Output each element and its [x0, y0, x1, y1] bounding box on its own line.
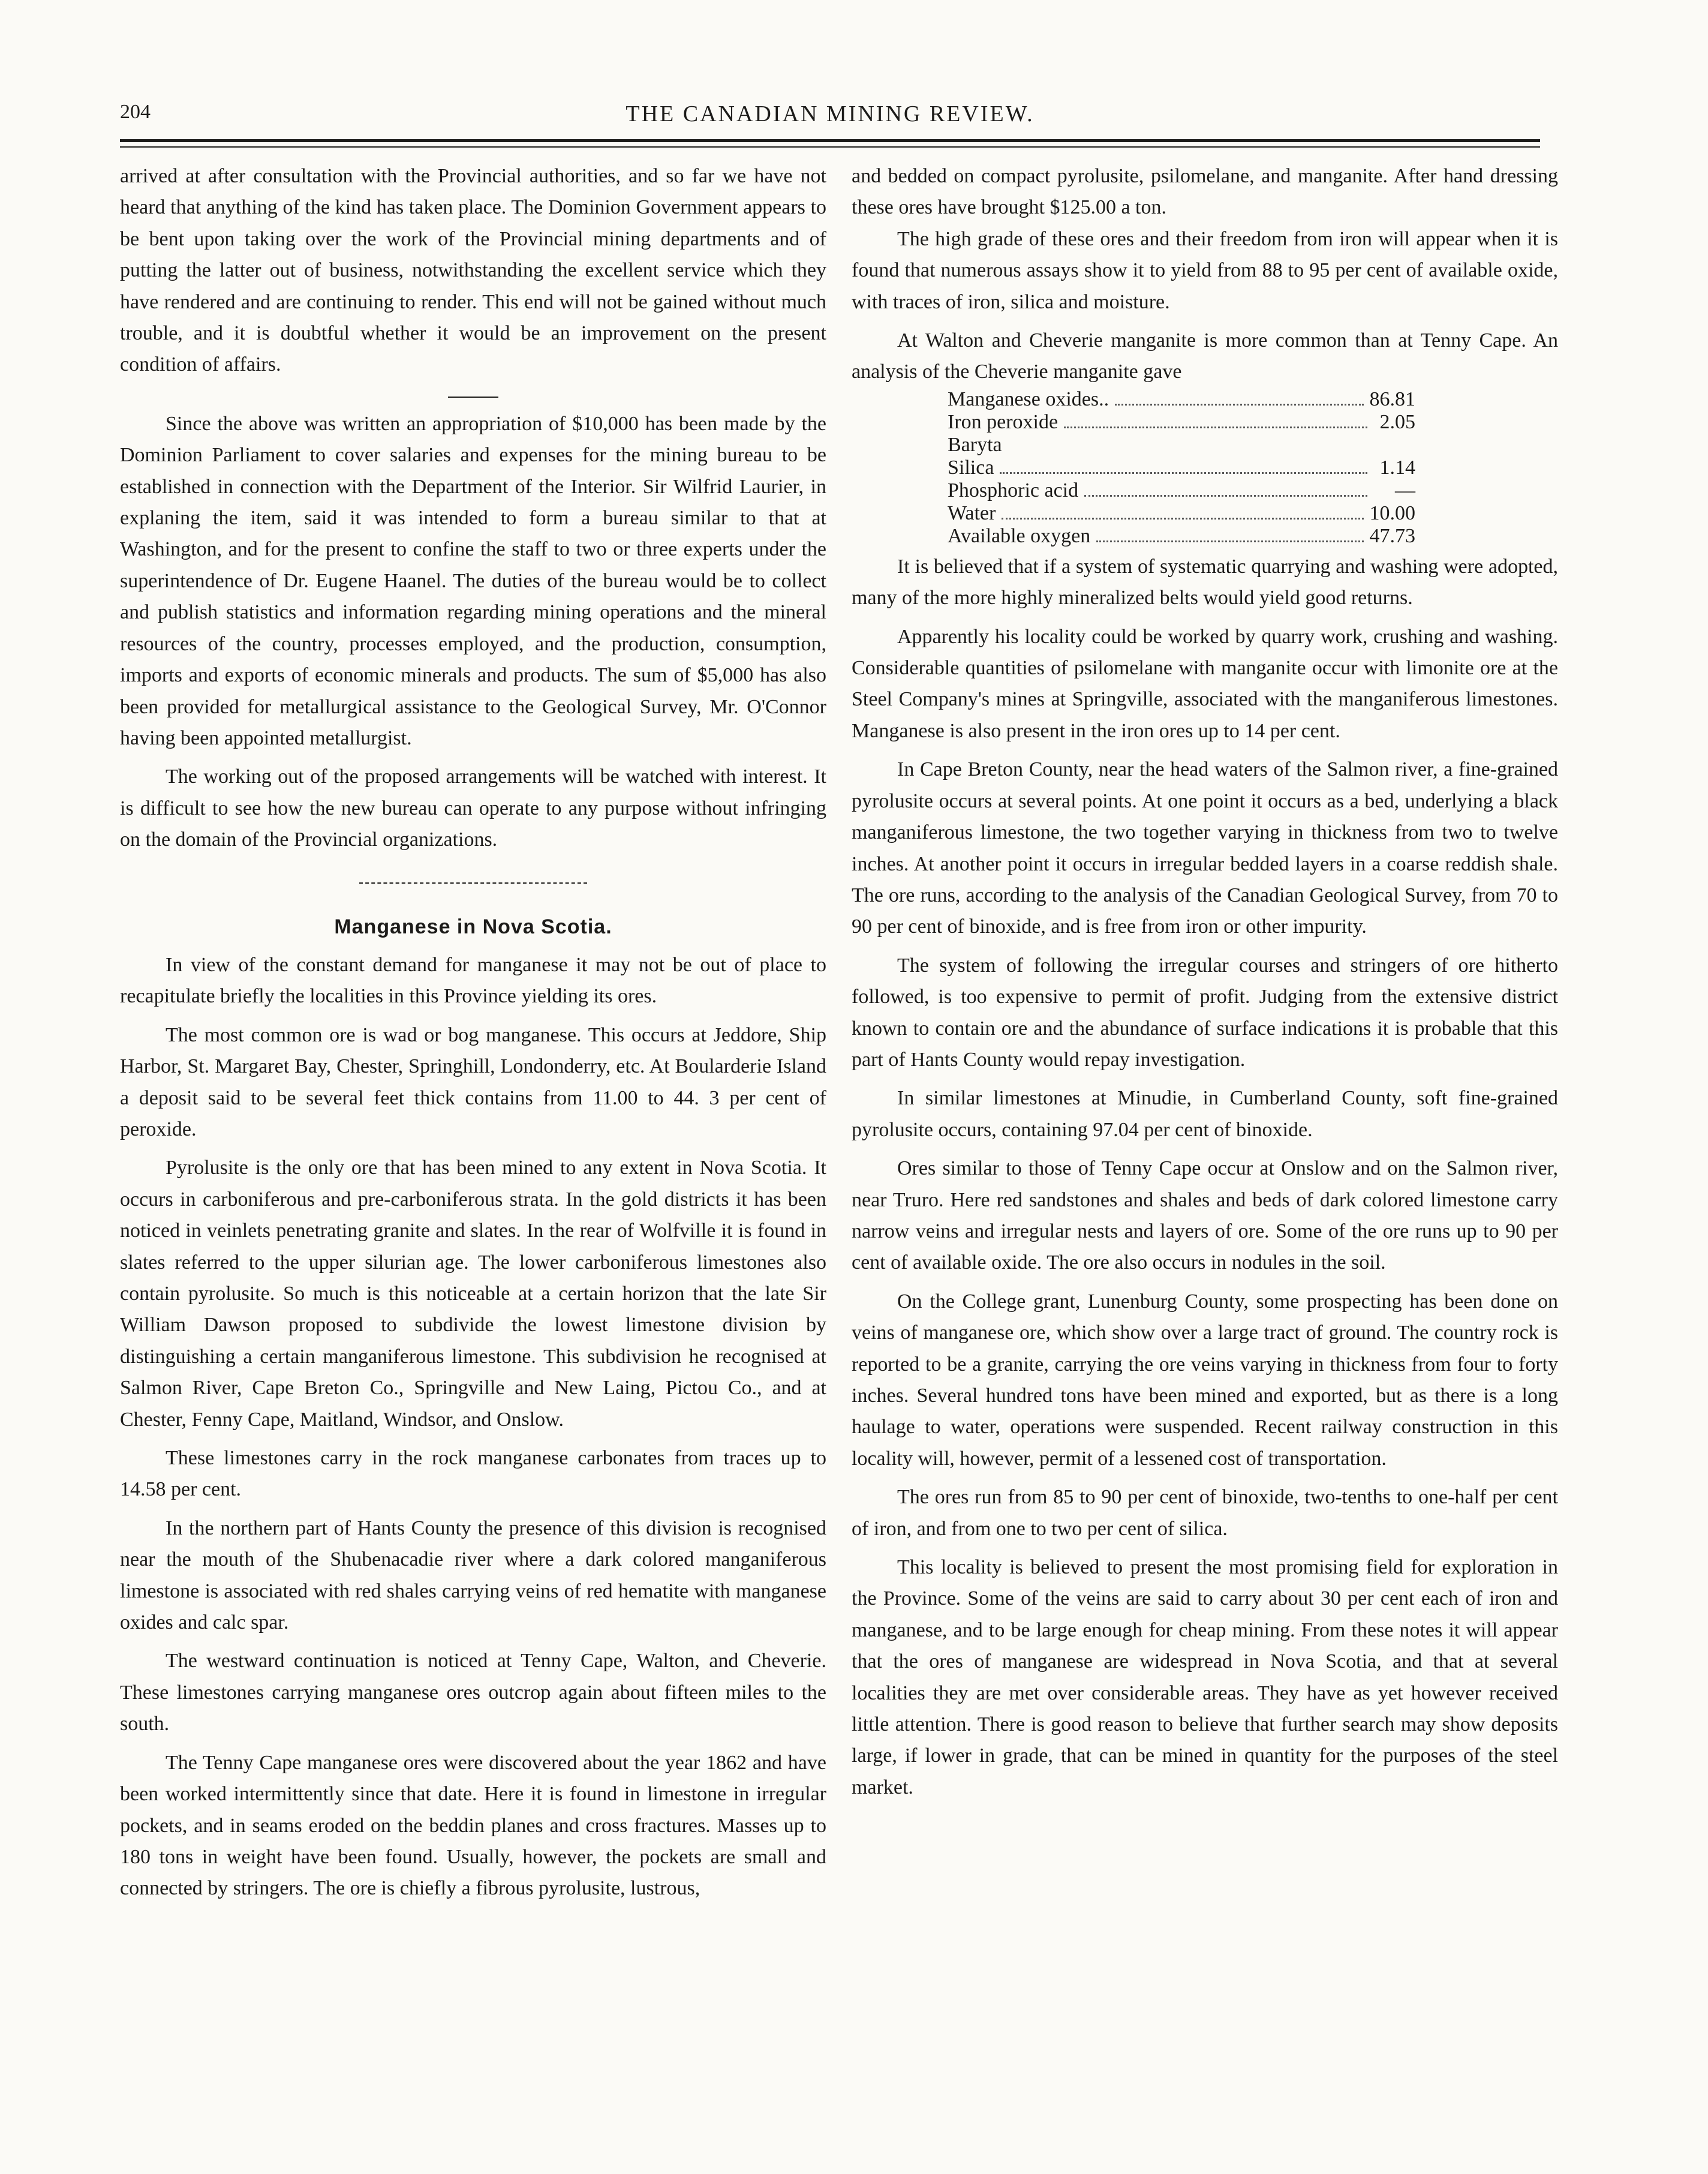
analysis-value: 86.81	[1369, 388, 1415, 410]
paragraph: Since the above was written an appropriation of $10,000 has been made by the Dominion Parliament to cover salaries and expenses for the mining bureau to be established in connection with the Department of the Interior. Sir Wilfrid Laurier, in explaning the item, said it was intended to form a bureau similar to that at Washington, and for the present to confine the staff to two or three experts under the superintendence of Dr. Eugene Haanel. The duties of the bureau would be to collect and publish statistics and information regarding mining operations and the mineral resources of the country, processes employed, and the production, consumption, imports and exports of economic minerals and products. The sum of $5,000 has also been provided for metallurgical assistance to the Geological Survey, Mr. O'Connor having been appointed metallurgist.	[120, 412, 826, 749]
analysis-row	[948, 502, 1415, 525]
analysis-value: —	[1395, 479, 1415, 502]
paragraph: This locality is believed to present the most promising field for exploration in the Province. Some of the veins are said to carry about 30 per cent each of iron and manganese, and to be large enough for cheap mining. From these notes it will appear that the ores of manganese are widespread in Nova Scotia, and that at several localities they are met over considerable areas. They have as yet however received little attention. There is good reason to believe that further search may show deposits large, if lower in grade, that can be mined in quantity for the purposes of the steel market.	[852, 1556, 1558, 1798]
paragraph: In the northern part of Hants County the presence of this division is recognised near the mouth of the Shubenacadie river where a dark colored manganiferous limestone is associated with red shales carrying veins of red hematite with manganese oxides and calc spar.	[120, 1517, 826, 1634]
page-header	[120, 101, 1540, 137]
section-heading: Manganese in Nova Scotia.	[334, 915, 612, 938]
leader-dots	[1096, 541, 1363, 542]
analysis-brace-group	[948, 411, 1058, 457]
header-rule-thin	[120, 146, 1540, 148]
analysis-row	[948, 479, 1415, 502]
paragraph: In Cape Breton County, near the head waters of the Salmon river, a fine-grained pyrolusite occurs at several points. At one point it occurs as a bed, underlying a black manganiferous limestone, the two together varying in thickness from two to twelve inches. At another point it occurs in irregular bedded layers in a coarse reddish shale. The ore runs, according to the analysis of the Canadian Geological Survey, from 70 to 90 per cent of binoxide, and is free from iron or other impurity.	[852, 758, 1558, 938]
paragraph: and bedded on compact pyrolusite, psilomelane, and manganite. After hand dressing these ores have brought $125.00 a ton.	[852, 165, 1558, 219]
paragraph: The ores run from 85 to 90 per cent of binoxide, two-tenths to one-half per cent of iron, and from one to two per cent of silica.	[852, 1486, 1558, 1540]
header-rule-thick	[120, 139, 1540, 142]
analysis-label: Iron peroxide	[948, 410, 1059, 433]
analysis-row	[948, 457, 1415, 479]
analysis-row	[948, 388, 1415, 411]
analysis-label: Phosphoric acid	[948, 479, 1079, 502]
analysis-label: Available oxygen	[948, 524, 1091, 547]
analysis-table	[948, 388, 1415, 548]
right-column	[852, 161, 1558, 1803]
analysis-label: Silica	[948, 456, 994, 479]
section-divider	[359, 882, 587, 884]
analysis-label: Manganese oxides..	[948, 388, 1109, 410]
paragraph: The westward continuation is noticed at Tenny Cape, Walton, and Cheverie. These limestones carrying manganese ores outcrop again about fifteen miles to the south.	[120, 1650, 826, 1735]
analysis-label: Baryta	[948, 433, 1002, 456]
paragraph: The most common ore is wad or bog manganese. This occurs at Jeddore, Ship Harbor, St. Margaret Bay, Chester, Springhill, Londonderry, etc. At Boularderie Island a deposit said to be several feet thick contains from 11.00 to 44. 3 per cent of peroxide.	[120, 1023, 826, 1140]
leader-dots	[1064, 427, 1367, 428]
page-number: 204	[120, 101, 151, 123]
leader-dots	[1084, 495, 1367, 497]
analysis-row	[948, 525, 1415, 548]
analysis-value: 2.05	[1379, 410, 1415, 433]
paragraph: The working out of the proposed arrangements will be watched with interest. It is difficult to see how the new bureau can operate to any purpose without infringing on the domain of the Provincial organizations.	[120, 765, 826, 851]
analysis-row	[948, 411, 1415, 457]
paragraph: Ores similar to those of Tenny Cape occur at Onslow and on the Salmon river, near Truro. Here red sandstones and shales and beds of dark colored limestone carry narrow veins and irregular nests and layers of ore. Some of the ore runs up to 90 per cent of available oxide. The ore also occurs in nodules in the soil.	[852, 1157, 1558, 1274]
leader-dots	[1000, 472, 1367, 474]
paragraph: It is believed that if a system of systematic quarrying and washing were adopted, many of the more highly mineralized belts would yield good returns.	[852, 555, 1558, 609]
analysis-value: 47.73	[1369, 524, 1415, 547]
paragraph: In view of the constant demand for manganese it may not be out of place to recapitulate briefly the localities in this Province yielding its ores.	[120, 953, 826, 1008]
short-rule-divider	[448, 397, 498, 398]
paragraph: The system of following the irregular courses and stringers of ore hitherto followed, is too expensive to permit of profit. Judging from the extensive district known to contain ore and the abundance of surface indications it is probable that this part of Hants County would repay investigation.	[852, 954, 1558, 1071]
paragraph: The Tenny Cape manganese ores were discovered about the year 1862 and have been worked intermittently since that date. Here it is found in limestone in irregular pockets, and in seams eroded on the beddin planes and cross fractures. Masses up to 180 tons in weight have been found. Usually, however, the pockets are small and connected by stringers. The ore is chiefly a fibrous pyrolusite, lustrous,	[120, 1751, 826, 1900]
running-title: THE CANADIAN MINING REVIEW.	[626, 101, 1035, 127]
paragraph: In similar limestones at Minudie, in Cumberland County, soft fine-grained pyrolusite occurs, containing 97.04 per cent of binoxide.	[852, 1087, 1558, 1141]
analysis-value: 10.00	[1369, 502, 1415, 524]
left-column	[120, 161, 826, 1905]
paragraph: These limestones carry in the rock manganese carbonates from traces up to 14.58 per cent.	[120, 1447, 826, 1501]
paragraph: arrived at after consultation with the Provincial authorities, and so far we have not heard that anything of the kind has taken place. The Dominion Government appears to be bent upon taking over the work of the Provincial mining departments and of putting the latter out of business, notwithstanding the excellent service which they have rendered and are continuing to render. This end will not be gained without much trouble, and it is doubtful whether it would be an improvement on the present condition of affairs.	[120, 165, 826, 376]
paragraph: At Walton and Cheverie manganite is more common than at Tenny Cape. An analysis of the Cheverie manganite gave	[852, 329, 1558, 383]
leader-dots	[1002, 518, 1363, 520]
analysis-value: 1.14	[1379, 456, 1415, 479]
analysis-label: Water	[948, 502, 996, 524]
paragraph: On the College grant, Lunenburg County, some prospecting has been done on veins of manganese ore, which show over a large tract of ground. The country rock is reported to be a granite, carrying the ore veins varying in thickness from four to forty inches. Several hundred tons have been mined and exported, but as there is a long haulage to water, operations were suspended. Recent railway construction in this locality will, however, permit of a lessened cost of transportation.	[852, 1290, 1558, 1470]
paragraph: Apparently his locality could be worked by quarry work, crushing and washing. Considerable quantities of psilomelane with manganite occur with limonite ore at the Steel Company's mines at Springville, associated with the manganiferous limestones. Manganese is also present in the iron ores up to 14 per cent.	[852, 625, 1558, 742]
paragraph: Pyrolusite is the only ore that has been mined to any extent in Nova Scotia. It occurs in carboniferous and pre-carboniferous strata. In the gold districts it has been noticed in veinlets penetrating granite and slates. In the rear of Wolfville it is found in slates referred to the upper silurian age. The lower carboniferous limestones also contain pyrolusite. So much is this noticeable at a certain horizon that the late Sir William Dawson proposed to subdivide the lowest limestone division by distinguishing a certain manganiferous limestone. This subdivision he recognised at Salmon River, Cape Breton Co., Springville and New Laing, Pictou Co., and at Chester, Fenny Cape, Maitland, Windsor, and Onslow.	[120, 1157, 826, 1431]
paragraph: The high grade of these ores and their freedom from iron will appear when it is found that numerous assays show it to yield from 88 to 95 per cent of available oxide, with traces of iron, silica and moisture.	[852, 227, 1558, 313]
leader-dots	[1115, 404, 1363, 406]
